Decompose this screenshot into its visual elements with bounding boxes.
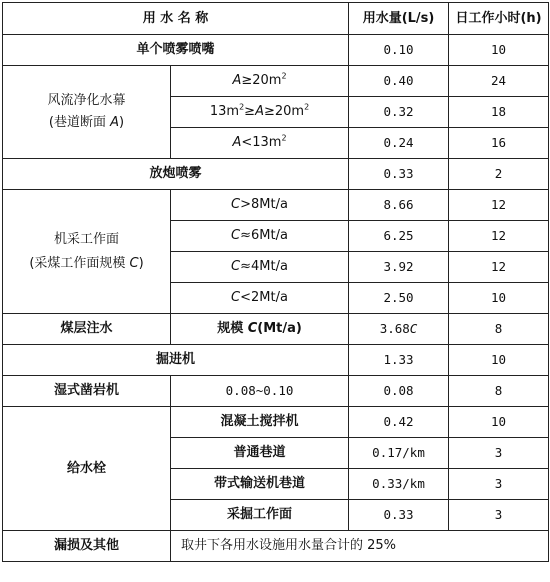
cond-var: C [231,259,241,274]
table-row [3,531,549,562]
name-suffix: ) [138,255,144,271]
table-row [3,376,549,407]
row-name-line1: 风流净化水幕 [47,93,126,108]
name-var: A [110,115,120,130]
row-hours: 3 [449,469,549,500]
row-hours: 10 [449,35,549,66]
row-flow: 6.25 [349,221,449,252]
row-name: 漏损及其他 [3,531,171,562]
cond-sup: 2 [304,102,310,112]
row-hours: 24 [449,66,549,97]
flow-var: C [409,321,418,336]
table-row [3,159,549,190]
header-hours: 日工作小时(h) [449,3,549,35]
cond-op: <13m [241,135,282,150]
table-row [3,35,549,66]
row-flow: 0.40 [349,66,449,97]
row-hours: 16 [449,128,549,159]
cond-op: ≥20m [263,104,305,119]
table-row [3,66,549,97]
cond-pre: 13m [209,104,240,119]
row-flow: 0.42 [349,407,449,438]
row-flow: 0.32 [349,97,449,128]
row-flow: 2.50 [349,283,449,314]
cond-sup: 2 [281,133,287,143]
table-row [3,345,549,376]
row-hours: 3 [449,500,549,531]
table-row [3,407,549,438]
row-hours: 12 [449,190,549,221]
row-flow: 0.33 [349,500,449,531]
cond-mid: ≥ [244,104,256,119]
header-name: 用 水 名 称 [3,3,349,35]
flow-num: 3.68 [379,321,410,336]
cond-op: ≥20m [241,73,282,88]
row-name-line1: 机采工作面 [53,231,119,247]
name-var: C [129,255,139,271]
cond-var: C [231,197,241,212]
row-hours: 12 [449,252,549,283]
cond-var: C [247,321,258,336]
cond-sup: 2 [239,102,245,112]
header-flow: 用水量(L/s) [349,3,449,35]
row-condition [171,314,349,345]
cond-var: A [255,104,264,119]
cond-var: C [231,228,241,243]
table-row [3,190,549,221]
row-hours: 10 [449,407,549,438]
row-name-line2 [7,115,166,131]
cond-op: ≈6Mt/a [240,228,288,243]
row-hours: 8 [449,376,549,407]
row-name [3,66,171,159]
row-condition: 普通巷道 [171,438,349,469]
row-hours: 18 [449,97,549,128]
row-hours: 8 [449,314,549,345]
cond-var: A [232,73,242,88]
row-note: 取井下各用水设施用水量合计的 25% [171,531,549,562]
row-condition [171,221,349,252]
cond-op: ≈4Mt/a [240,259,288,274]
row-name: 给水栓 [3,407,171,531]
row-condition [171,66,349,97]
cond-sup: 2 [281,71,287,81]
row-name: 煤层注水 [3,314,171,345]
row-name: 放炮喷雾 [3,159,349,190]
row-hours: 10 [449,283,549,314]
name-suffix: ) [119,115,125,130]
row-condition [171,190,349,221]
row-flow: 8.66 [349,190,449,221]
cond-prefix: 规模 [217,321,248,336]
row-flow: 0.24 [349,128,449,159]
name-prefix: (采煤工作面规模 [29,255,130,271]
cond-var: C [231,290,241,305]
row-flow: 0.33/km [349,469,449,500]
cond-suffix: (Mt/a) [257,321,302,336]
row-flow: 0.10 [349,35,449,66]
row-name-line2 [7,256,166,272]
row-hours: 10 [449,345,549,376]
row-condition: 带式输送机巷道 [171,469,349,500]
row-flow: 1.33 [349,345,449,376]
row-flow [349,314,449,345]
water-consumption-table [2,2,549,562]
row-flow: 0.33 [349,159,449,190]
row-condition: 0.08~0.10 [171,376,349,407]
row-name [3,190,171,314]
cond-op: >8Mt/a [240,197,288,212]
cond-op: <2Mt/a [240,290,288,305]
row-hours: 12 [449,221,549,252]
row-flow: 0.08 [349,376,449,407]
row-hours: 2 [449,159,549,190]
row-name: 单个喷雾喷嘴 [3,35,349,66]
row-flow: 0.17/km [349,438,449,469]
table-header-row [3,3,549,35]
row-flow: 3.92 [349,252,449,283]
row-name: 湿式凿岩机 [3,376,171,407]
cond-var: A [232,135,242,150]
row-condition [171,283,349,314]
row-condition [171,252,349,283]
row-condition [171,128,349,159]
row-condition: 采掘工作面 [171,500,349,531]
row-hours: 3 [449,438,549,469]
table-row [3,314,549,345]
name-prefix: (巷道断面 [48,115,111,130]
row-condition [171,97,349,128]
row-condition: 混凝土搅拌机 [171,407,349,438]
row-name: 掘进机 [3,345,349,376]
